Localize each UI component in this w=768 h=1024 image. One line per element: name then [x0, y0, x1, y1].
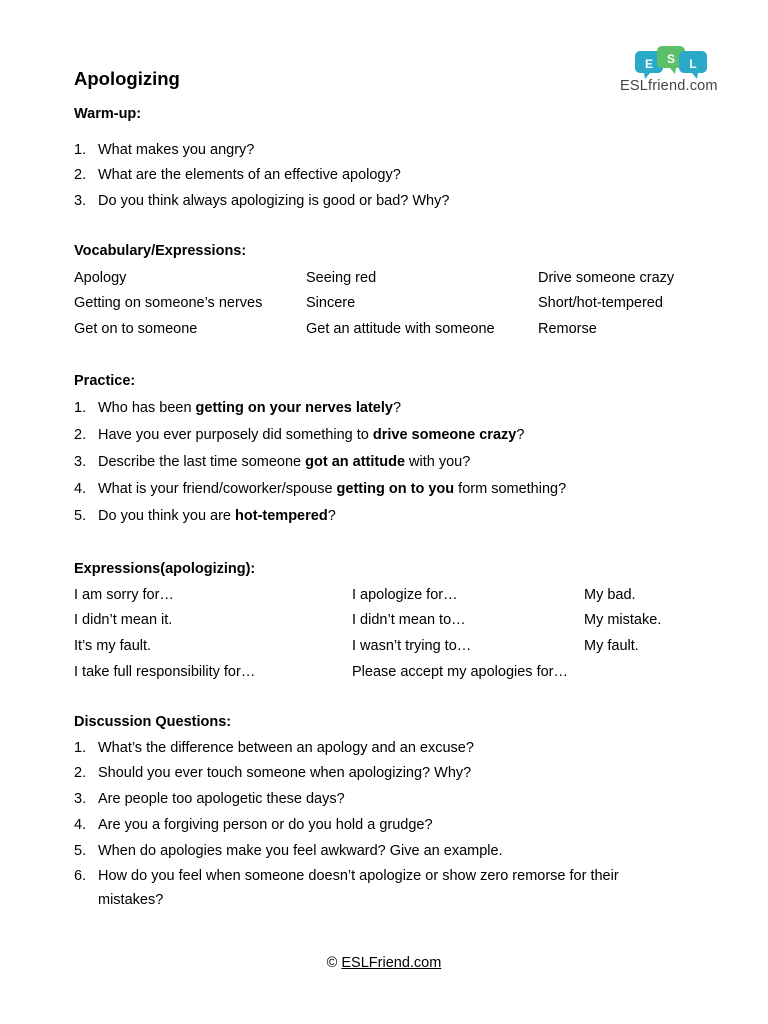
- item-text: Are you a forgiving person or do you hold a grudge?: [98, 817, 433, 833]
- expression: I am sorry for…: [74, 587, 174, 603]
- item-text: When do apologies make you feel awkward? Give an example.: [98, 843, 503, 859]
- expression: Please accept my apologies for…: [352, 664, 568, 680]
- discussion-heading: Discussion Questions:: [74, 714, 232, 730]
- item-text: What are the elements of an effective apology?: [98, 167, 401, 183]
- expression: I wasn’t trying to…: [352, 638, 472, 654]
- vocab-term: Sincere: [306, 295, 356, 311]
- item-number: 1.: [74, 400, 87, 416]
- bold-expression: getting on your nerves lately: [195, 400, 393, 416]
- vocab-term: Remorse: [538, 321, 597, 337]
- item-text: What’s the difference between an apology and an excuse?: [98, 740, 474, 756]
- logo-site-name: ESLfriend.com: [620, 78, 718, 94]
- practice-heading: Practice:: [74, 373, 136, 389]
- expression: My bad.: [584, 587, 636, 603]
- expression: It’s my fault.: [74, 638, 152, 654]
- item-number: 1.: [74, 740, 87, 756]
- expression: My fault.: [584, 638, 639, 654]
- item-text: Do you think always apologizing is good or bad? Why?: [98, 193, 450, 209]
- item-text: Describe the last time someone got an attitude with you?: [98, 454, 471, 470]
- discussion-item-continuation: mistakes?: [98, 892, 164, 908]
- logo-letter-l: L: [689, 57, 697, 71]
- bold-expression: got an attitude: [305, 454, 406, 470]
- expression: My mistake.: [584, 612, 662, 628]
- item-number: 3.: [74, 791, 87, 807]
- item-text: Who has been getting on your nerves lately?: [98, 400, 402, 416]
- vocab-term: Get on to someone: [74, 321, 198, 337]
- expression: I take full responsibility for…: [74, 664, 256, 680]
- expression: I apologize for…: [352, 587, 458, 603]
- item-number: 5.: [74, 843, 87, 859]
- item-text: How do you feel when someone doesn’t apologize or show zero remorse for their: [98, 868, 619, 884]
- vocab-term: Getting on someone’s nerves: [74, 295, 263, 311]
- item-number: 4.: [74, 817, 87, 833]
- expressions-heading: Expressions(apologizing):: [74, 561, 256, 577]
- item-number: 5.: [74, 508, 87, 524]
- item-text: What is your friend/coworker/spouse getting on to you form something?: [98, 481, 567, 497]
- item-number: 4.: [74, 481, 87, 497]
- vocab-term: Short/hot-tempered: [538, 295, 663, 311]
- item-number: 3.: [74, 454, 87, 470]
- item-text: What makes you angry?: [98, 142, 255, 158]
- item-number: 2.: [74, 427, 87, 443]
- logo-letter-s: S: [666, 52, 676, 66]
- logo-letter-e: E: [644, 57, 654, 71]
- vocab-term: Seeing red: [306, 270, 377, 286]
- vocab-term: Drive someone crazy: [538, 270, 675, 286]
- logo-bubble-l: [679, 51, 707, 79]
- expression: I didn’t mean to…: [352, 612, 466, 628]
- item-number: 2.: [74, 167, 87, 183]
- vocab-term: Get an attitude with someone: [306, 321, 495, 337]
- footer-site-link[interactable]: ESLFriend.com: [341, 955, 442, 971]
- item-text: Do you think you are hot-tempered?: [98, 508, 336, 524]
- page-title: Apologizing: [74, 68, 180, 89]
- item-number: 6.: [74, 868, 87, 884]
- bold-expression: getting on to you: [336, 481, 455, 497]
- item-number: 2.: [74, 765, 87, 781]
- vocab-term: Apology: [74, 270, 127, 286]
- footer-copyright: [0, 955, 768, 971]
- item-number: 3.: [74, 193, 87, 209]
- vocab-heading: Vocabulary/Expressions:: [74, 243, 247, 259]
- warmup-heading: Warm-up:: [74, 106, 142, 122]
- copyright-symbol: ©: [326, 955, 338, 971]
- item-text: Are people too apologetic these days?: [98, 791, 345, 807]
- expression: I didn’t mean it.: [74, 612, 173, 628]
- bold-expression: drive someone crazy: [372, 427, 517, 443]
- item-text: Should you ever touch someone when apologizing? Why?: [98, 765, 472, 781]
- item-number: 1.: [74, 142, 87, 158]
- bold-expression: hot-tempered: [235, 508, 328, 524]
- item-text: Have you ever purposely did something to drive someone crazy?: [98, 427, 525, 443]
